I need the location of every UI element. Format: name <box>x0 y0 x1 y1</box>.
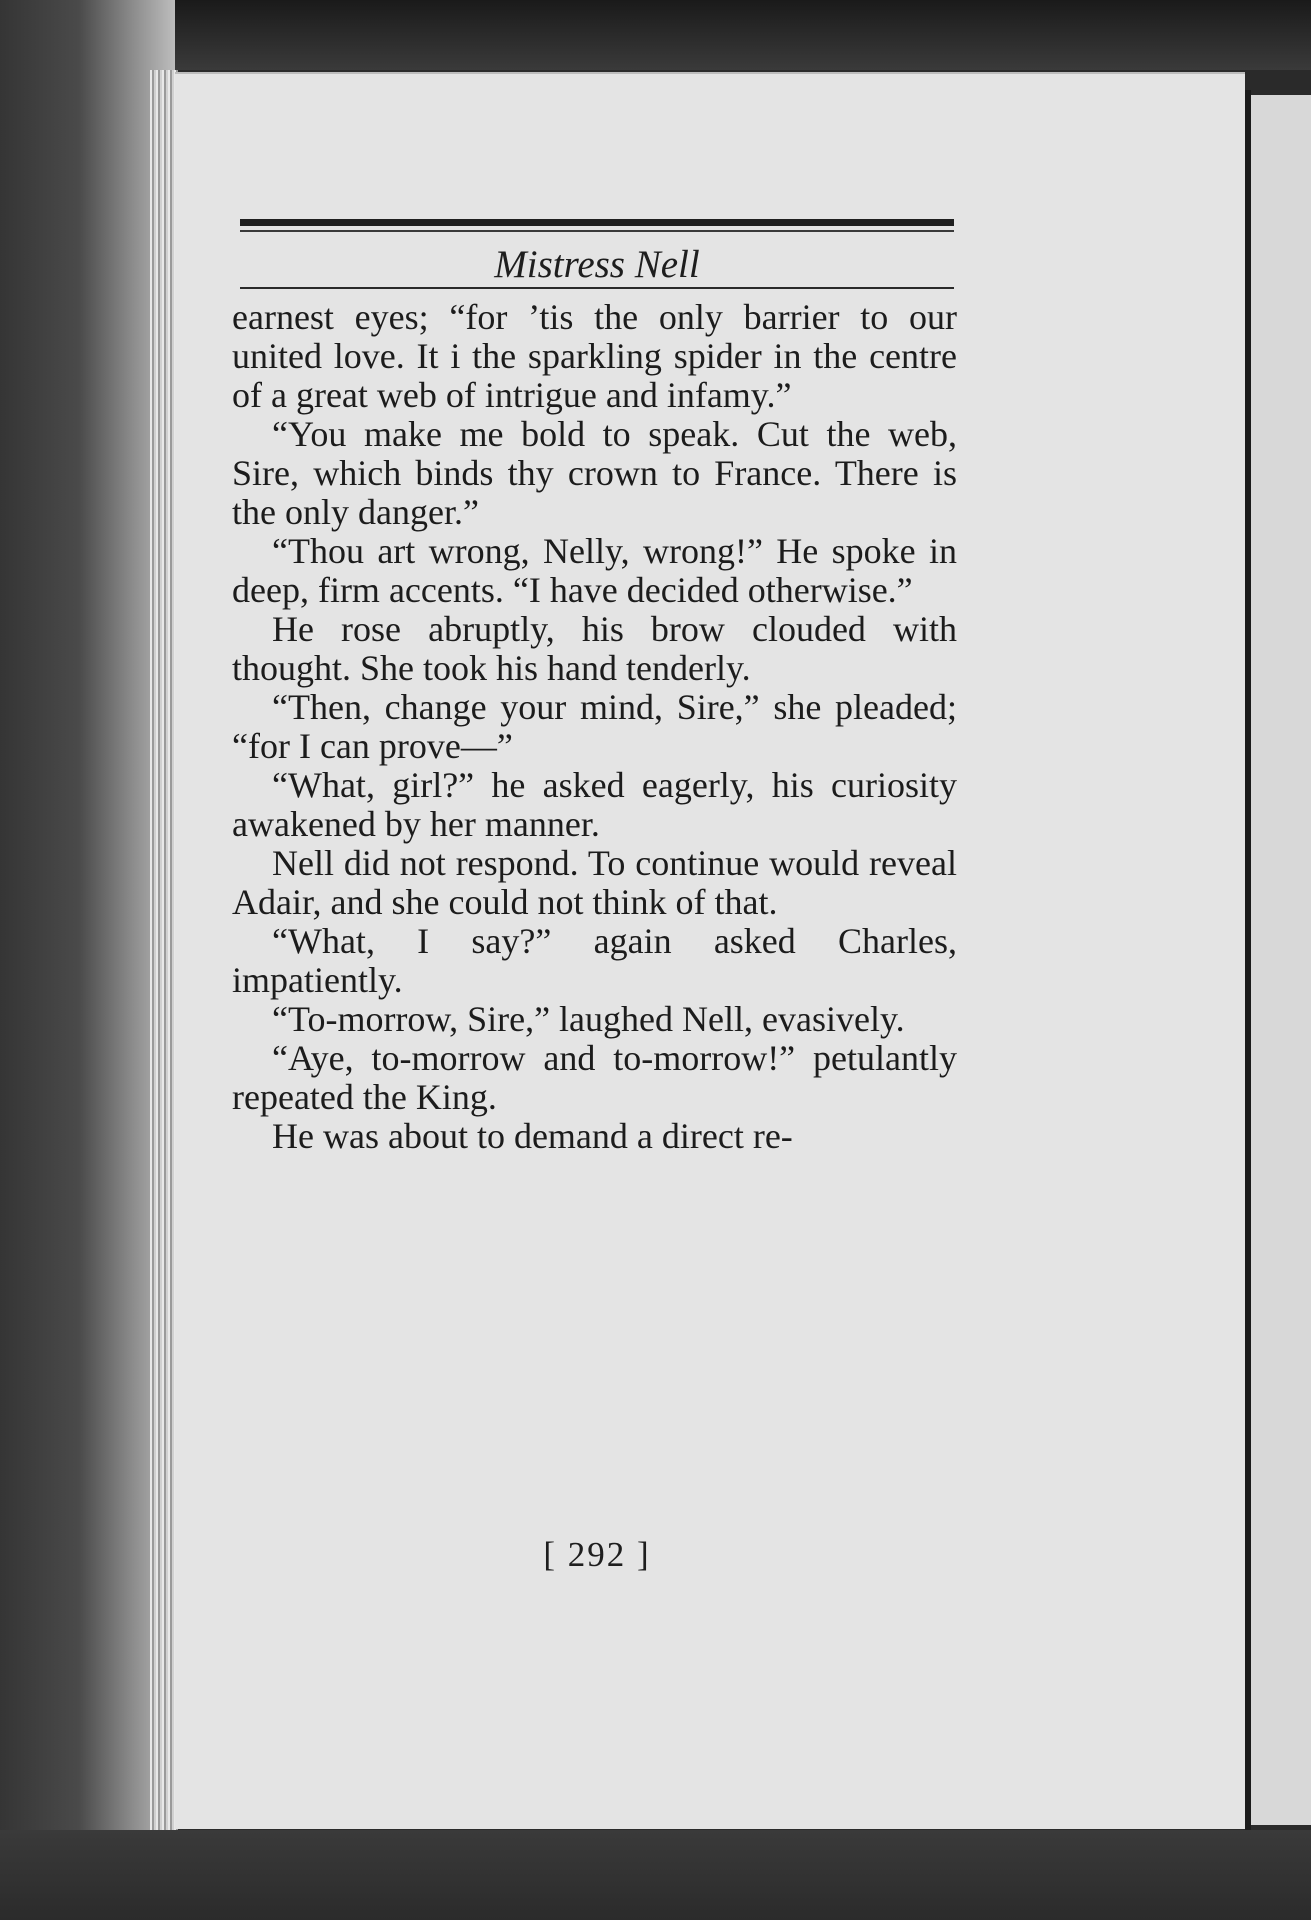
running-title: Mistress Nell <box>494 243 700 286</box>
scan-background-top <box>0 0 1311 70</box>
scan-background-left <box>0 0 175 1920</box>
header-rule-bottom <box>240 287 954 289</box>
header-rule-thick <box>240 219 954 226</box>
paragraph: He rose abruptly, his brow clouded with thought. She took his hand tenderly. <box>232 609 957 688</box>
paragraph: “You make me bold to speak. Cut the web, Sire, which binds thy crown to France. There is the only danger.” <box>232 414 957 532</box>
scan-background-bottom <box>0 1830 1311 1920</box>
paragraph: Nell did not respond. To continue would reveal Adair, and she could not think of that. <box>232 843 957 922</box>
paragraph: He was about to demand a direct re- <box>272 1116 793 1156</box>
paragraph: “Thou art wrong, Nelly, wrong!” He spoke in deep, firm accents. “I have decided otherwise.” <box>232 531 957 610</box>
body-text <box>232 298 957 1156</box>
facing-page-strip <box>1251 95 1311 1825</box>
paragraph: “Then, change your mind, Sire,” she pleaded; “for I can prove—” <box>232 687 957 766</box>
page-gutter-shadow <box>1245 90 1251 1830</box>
header-rule-thin <box>240 230 954 232</box>
page-number: [ 292 ] <box>543 1535 651 1574</box>
paragraph: “What, girl?” he asked eagerly, his curiosity awakened by her manner. <box>232 765 957 844</box>
paragraph: “Aye, to-morrow and to-morrow!” petulantly repeated the King. <box>232 1038 957 1117</box>
paragraph: earnest eyes; “for ’tis the only barrier to our united love. It i the sparkling spider in the centre of a great web of intrigue and infamy.” <box>232 297 957 415</box>
paragraph: “To-morrow, Sire,” laughed Nell, evasively. <box>272 999 905 1039</box>
book-page-edges <box>150 70 178 1830</box>
paragraph: “What, I say?” again asked Charles, impatiently. <box>232 921 957 1000</box>
